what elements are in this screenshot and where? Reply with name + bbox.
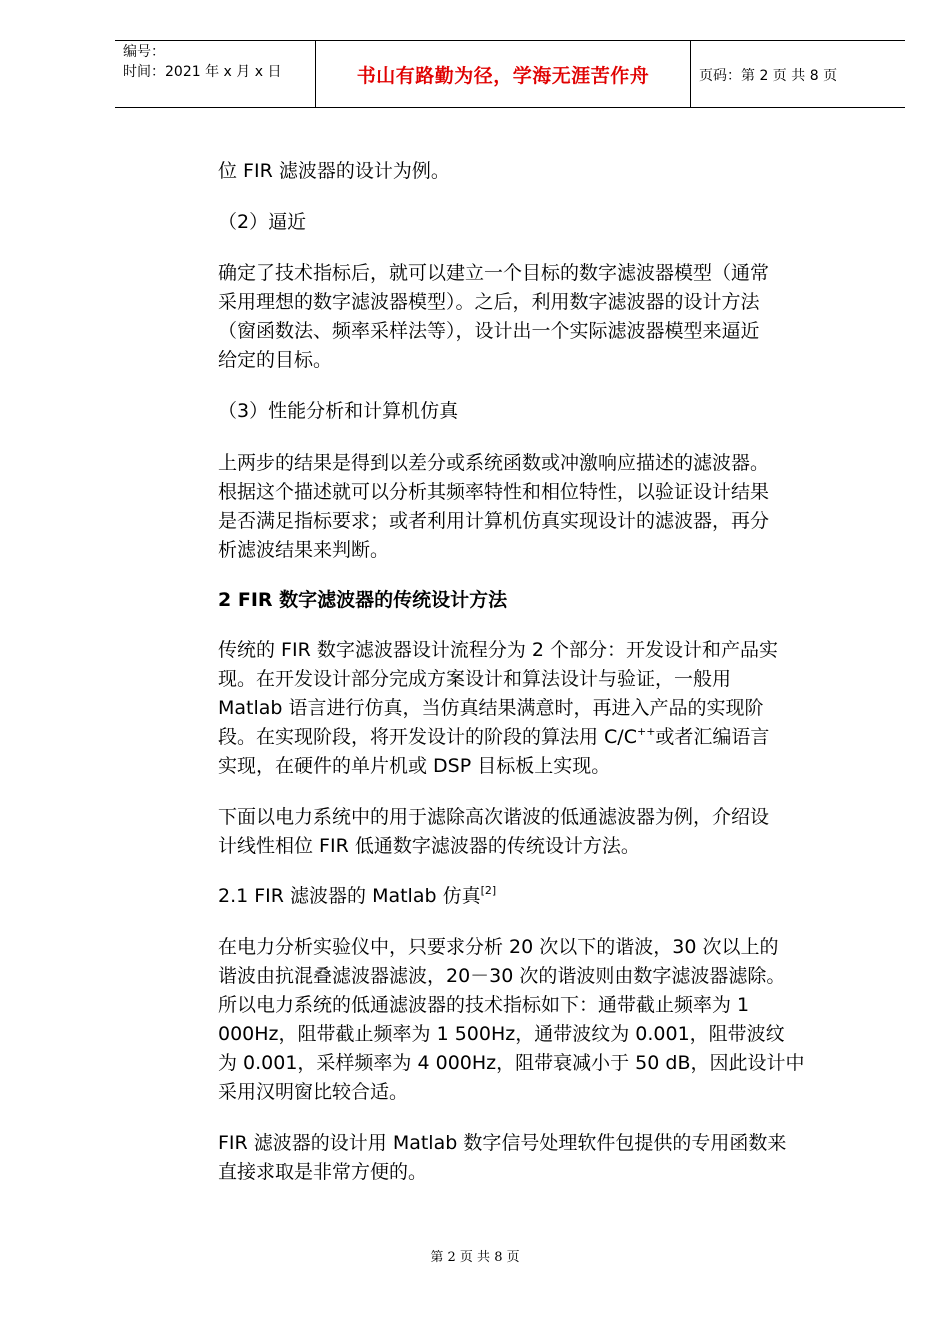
- paragraph-text: 段。在实现阶段，将开发设计的阶段的算法用 C/C: [218, 726, 637, 748]
- section-heading: 2 FIR 数字滤波器的传统设计方法: [218, 589, 508, 611]
- paragraph-line: 在电力分析实验仪中，只要求分析 20 次以下的谐波，30 次以上的: [218, 936, 779, 958]
- subsection-heading: （3）性能分析和计算机仿真: [218, 400, 459, 422]
- paragraph-line: 位 FIR 滤波器的设计为例。: [218, 160, 450, 182]
- subsection-heading: （2）逼近: [218, 211, 307, 233]
- paragraph-line: 计线性相位 FIR 低通数字滤波器的传统设计方法。: [218, 835, 640, 857]
- superscript-plus: ++: [636, 725, 656, 738]
- paragraph-line: 为 0.001，采样频率为 4 000Hz，阻带衰减小于 50 dB，因此设计中: [218, 1052, 805, 1074]
- paragraph-text: 或者汇编语言: [655, 726, 770, 748]
- paragraph-line: 确定了技术指标后，就可以建立一个目标的数字滤波器模型（通常: [218, 262, 770, 284]
- paragraph-line: 传统的 FIR 数字滤波器设计流程分为 2 个部分：开发设计和产品实: [218, 639, 778, 661]
- header-page-number: 页码：第 2 页 共 8 页: [699, 68, 838, 84]
- header-meta-cell: [115, 41, 316, 107]
- paragraph-line: 上两步的结果是得到以差分或系统函数或冲激响应描述的滤波器。: [218, 452, 770, 474]
- paragraph-line: 给定的目标。: [218, 349, 333, 371]
- paragraph-line: [218, 723, 769, 751]
- page-header: [115, 40, 905, 108]
- paragraph-line: 析滤波结果来判断。: [218, 539, 390, 561]
- document-number-label: 编号：: [123, 44, 165, 60]
- paragraph-line: 现。在开发设计部分完成方案设计和算法设计与验证，一般用: [218, 668, 732, 690]
- paragraph-line: 谐波由抗混叠滤波器滤波，20－30 次的谐波则由数字滤波器滤除。: [218, 965, 786, 987]
- paragraph-line: 下面以电力系统中的用于滤除高次谐波的低通滤波器为例，介绍设: [218, 806, 770, 828]
- subsection-title: 2.1 FIR 滤波器的 Matlab 仿真: [218, 885, 481, 907]
- paragraph-line: 000Hz，阻带截止频率为 1 500Hz，通带波纹为 0.001，阻带波纹: [218, 1023, 785, 1045]
- header-motto-cell: [316, 41, 691, 107]
- paragraph-line: 根据这个描述就可以分析其频率特性和相位特性，以验证设计结果: [218, 481, 770, 503]
- page-footer: 第 2 页 共 8 页: [430, 1250, 520, 1265]
- paragraph-line: 采用汉明窗比较合适。: [218, 1081, 409, 1103]
- header-page-cell: [691, 41, 905, 107]
- paragraph-line: 直接求取是非常方便的。: [218, 1161, 428, 1183]
- paragraph-line: 实现，在硬件的单片机或 DSP 目标板上实现。: [218, 755, 611, 777]
- header-motto: 书山有路勤为径，学海无涯苦作舟: [356, 65, 650, 87]
- paragraph-line: 是否满足指标要求；或者利用计算机仿真实现设计的滤波器，再分: [218, 510, 770, 532]
- document-date-label: 时间：2021 年 x 月 x 日: [123, 64, 282, 80]
- paragraph-line: （窗函数法、频率采样法等），设计出一个实际滤波器模型来逼近: [218, 320, 760, 342]
- paragraph-line: Matlab 语言进行仿真，当仿真结果满意时，再进入产品的实现阶: [218, 697, 764, 719]
- citation-ref: [2]: [480, 884, 497, 897]
- paragraph-line: 采用理想的数字滤波器模型）。之后，利用数字滤波器的设计方法: [218, 291, 760, 313]
- paragraph-line: FIR 滤波器的设计用 Matlab 数字信号处理软件包提供的专用函数来: [218, 1132, 787, 1154]
- subsection-heading: [218, 882, 496, 910]
- paragraph-line: 所以电力系统的低通滤波器的技术指标如下：通带截止频率为 1: [218, 994, 750, 1016]
